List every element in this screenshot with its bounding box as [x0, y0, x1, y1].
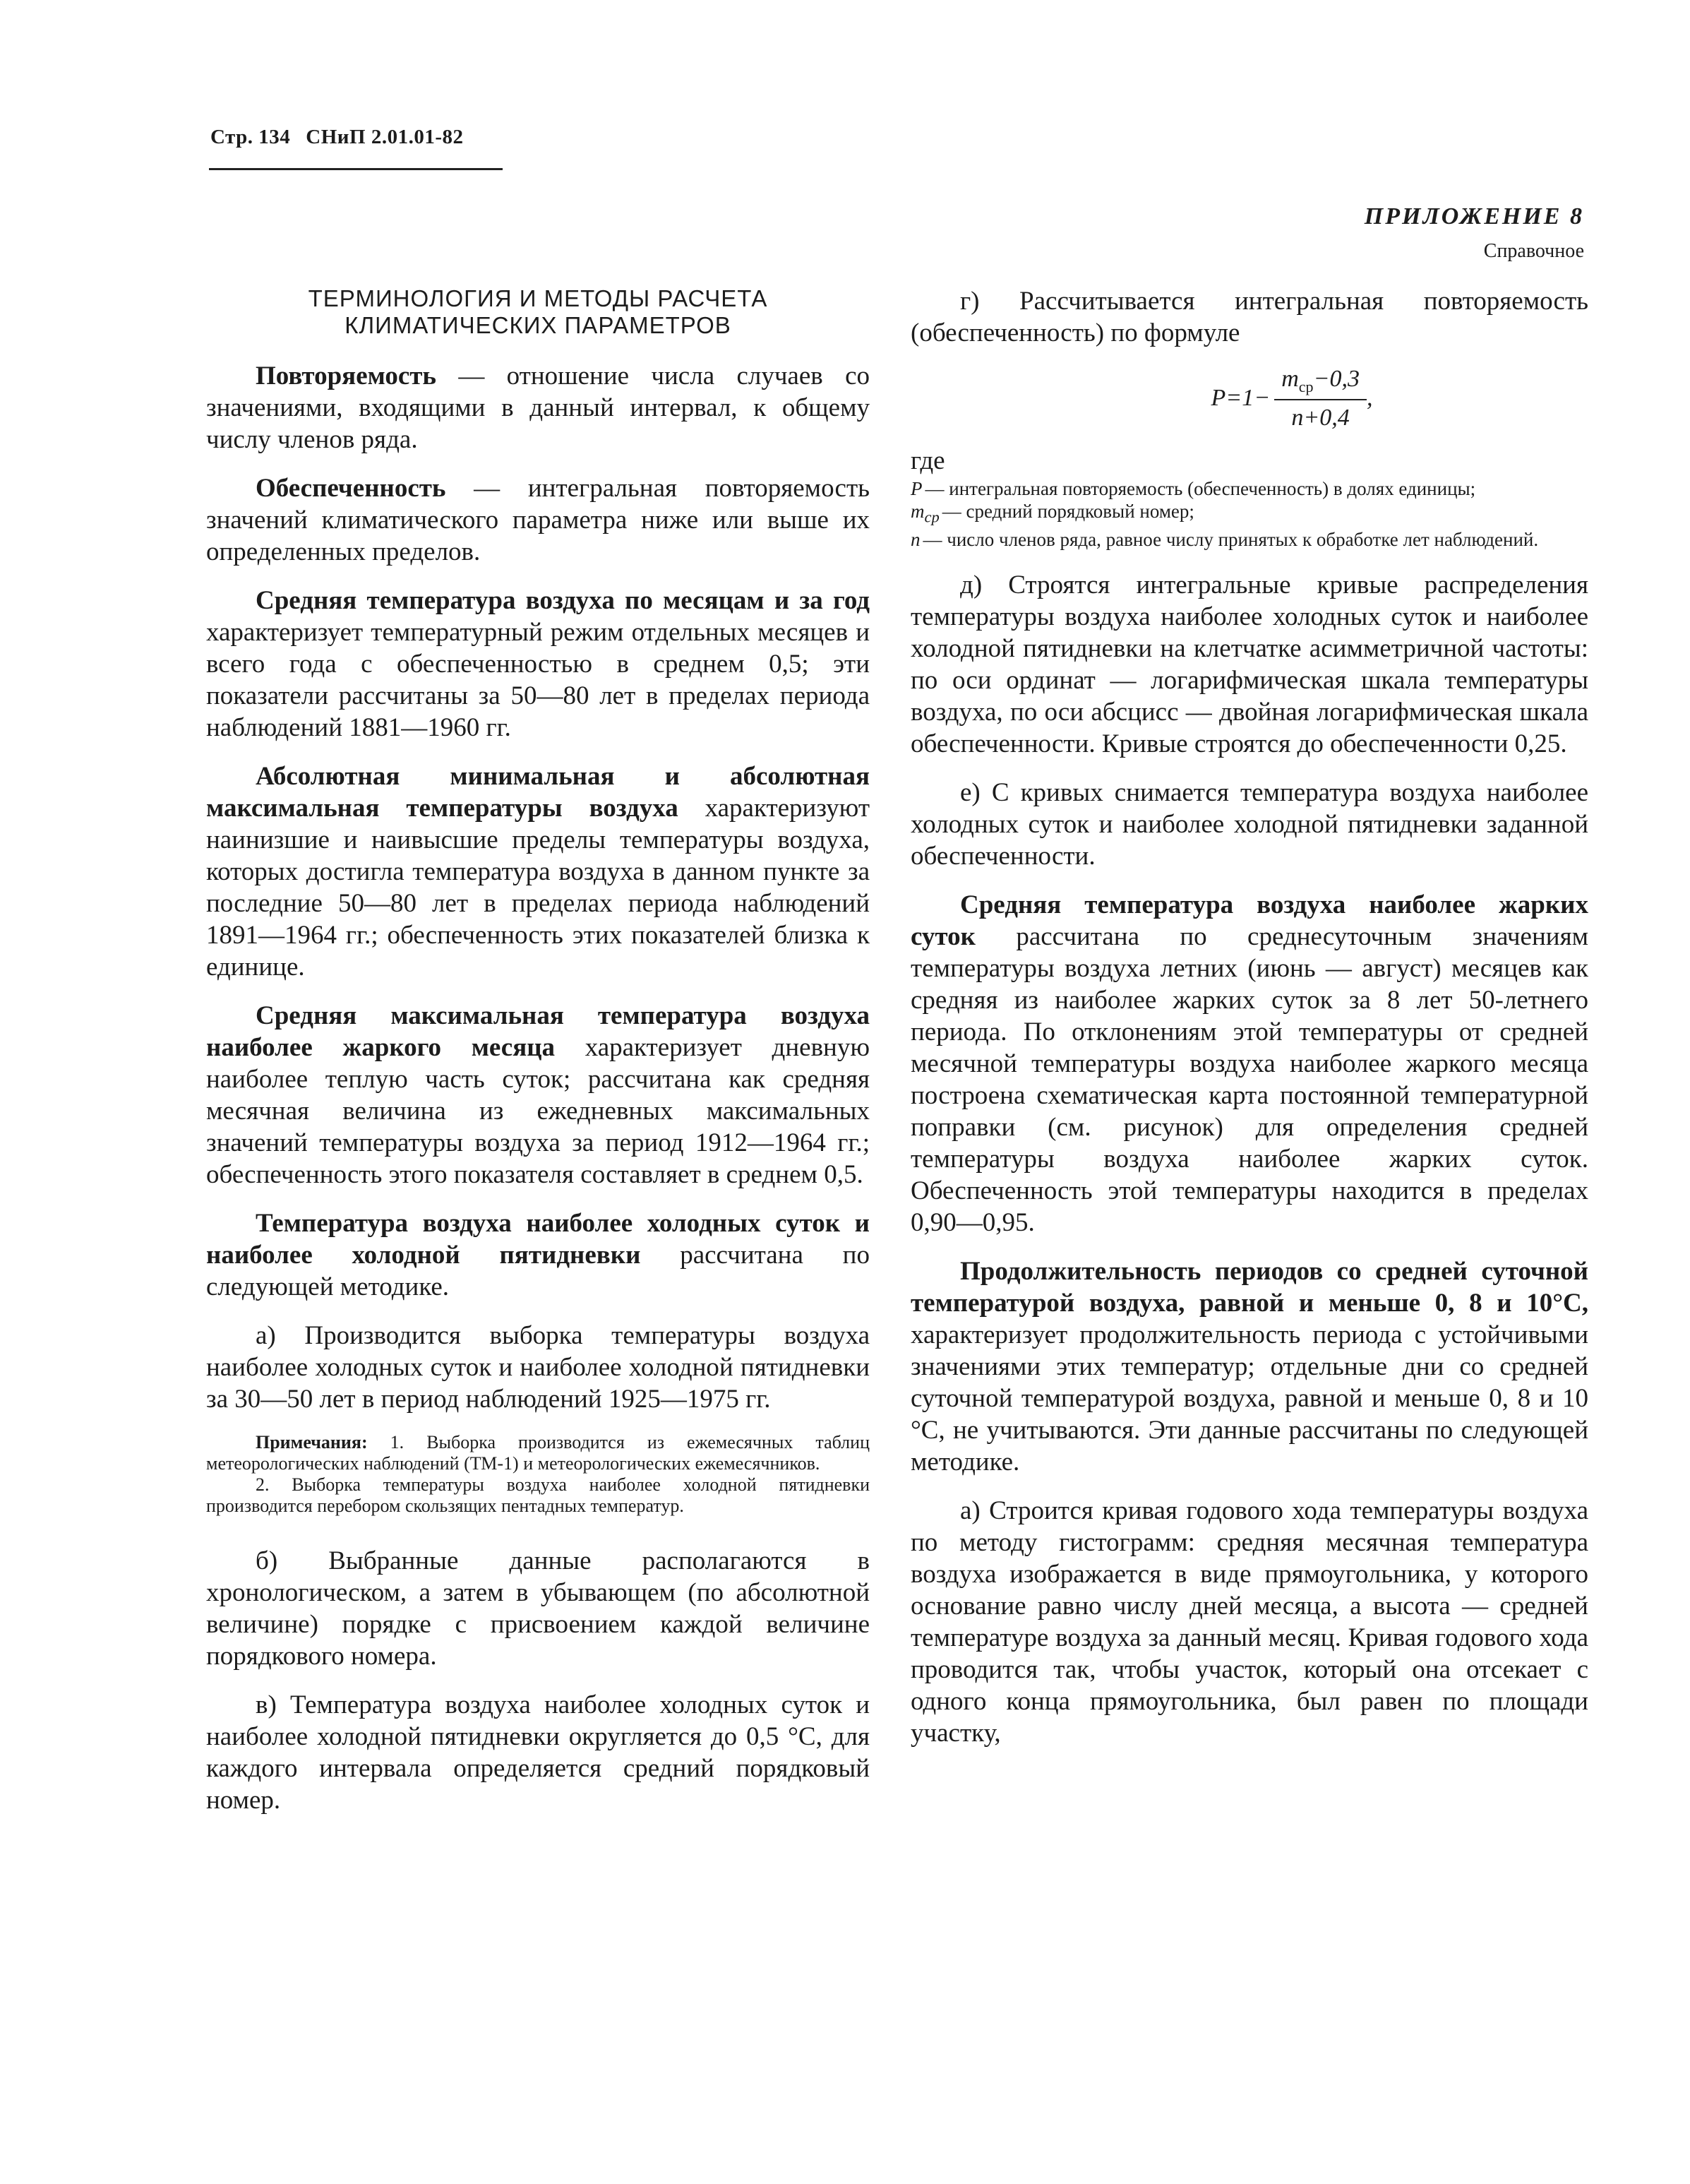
appendix-reference-type: Справочное: [1483, 240, 1584, 262]
legend-symbol: P: [911, 477, 923, 499]
section-title: [206, 285, 870, 339]
paragraph-mean-temperature: [206, 585, 870, 744]
definition-probability: — интегральная повторяемость значений климатического параметра ниже или выше их определенных пределов.: [206, 474, 870, 566]
formula-lhs: P=1−: [1211, 385, 1271, 412]
header-rule: [209, 168, 503, 170]
formula-m: m: [1281, 366, 1299, 392]
formula-numerator: [1274, 366, 1367, 400]
paragraph-probability: [206, 472, 870, 568]
appendix-label: ПРИЛОЖЕНИЕ 8: [1364, 203, 1584, 229]
paragraph-coldest-days: [206, 1207, 870, 1303]
notes-block: [206, 1432, 870, 1517]
paragraph-step-e: е) С кривых снимается температура воздуха наиболее холодных суток и наиболее холодной пятидневки заданной обеспеченности.: [911, 778, 1588, 871]
definition-absolute-temperature: характеризуют наинизшие и наивысшие пределы температуры воздуха, которых достигла температура воздуха в данном пункте за последние 50—80 лет в пределах периода наблюдений 1891—1964 гг.; обеспеченность этих показателей близка к единице.: [206, 794, 870, 981]
legend-symbol: [911, 500, 940, 528]
formula-denominator: n+0,4: [1291, 404, 1350, 431]
definition-coldest-days: рассчитана по следующей методике.: [206, 1241, 870, 1301]
term-coldest-days: Температура воздуха наиболее холодных суток и наиболее холодной пятидневки: [206, 1209, 870, 1270]
paragraph-hottest-days: [911, 889, 1588, 1239]
formula-fraction: [1274, 366, 1367, 431]
term-period-duration: Продолжительность периодов со средней суточной температурой воздуха, равной и меньше 0, 8 и 10°С,: [911, 1257, 1588, 1318]
paragraph-step-a: а) Производится выборка температуры воздуха наиболее холодных суток и наиболее холодной пятидневки за 30—50 лет в период наблюдений 1925—1975 гг.: [206, 1321, 870, 1414]
probability-formula: [995, 366, 1588, 431]
definition-hottest-days: рассчитана по среднесуточным значениям температуры воздуха летних (июнь — август) месяцев как средняя из наиболее жарких суток за 8 лет 50-летнего периода. По отклонениям этой температуры от средней месячной температуры воздуха наиболее жаркого месяца построена схематическая карта постоянной температурной поправки (см. рисунок) для определения средней температуры воздуха наиболее жарких суток. Обеспеченность этой температуры находится в пределах 0,90—0,95.: [911, 922, 1588, 1238]
section-title-line-1: ТЕРМИНОЛОГИЯ И МЕТОДЫ РАСЧЕТА: [308, 285, 768, 311]
term-recurrence: Повторяемость: [256, 362, 437, 390]
legend-description: — число членов ряда, равное числу принятых к обработке лет наблюдений.: [923, 529, 1539, 551]
note-2: 2. Выборка температуры воздуха наиболее холодной пятидневки производится перебором скользящих пентадных температур.: [206, 1474, 870, 1516]
left-column: [206, 285, 870, 1833]
legend-description: — средний порядковый номер;: [942, 500, 1194, 522]
definition-mean-max-temperature: характеризует дневную наиболее теплую часть суток; рассчитана как средняя месячная величина из ежедневных максимальных значений температуры воздуха за период 1912—1964 гг.; обеспеченность этого показателя составляет в среднем 0,5.: [206, 1033, 870, 1189]
right-column: [911, 285, 1588, 1766]
appendix-block: [1365, 203, 1584, 263]
legend-row: [911, 528, 1588, 551]
term-absolute-temperature: Абсолютная минимальная и абсолютная максимальная температуры воздуха: [206, 762, 870, 823]
definition-recurrence: — отношение числа случаев со значениями, входящими в данный интервал, к общему числу членов ряда.: [206, 362, 870, 454]
note-1: [206, 1432, 870, 1474]
notes-label: Примечания:: [256, 1432, 368, 1452]
formula-legend: [911, 477, 1588, 551]
paragraph-step-d: д) Строятся интегральные кривые распределения температуры воздуха наиболее холодных суток и наиболее холодной пятидневки на клетчатке асимметричной частоты: по оси ординат — логарифмическая шкала температуры воздуха, по оси абсцисс — двойная логарифмическая шкала обеспеченности. Кривые строятся до обеспеченности 0,25.: [911, 571, 1588, 759]
page-header: [210, 126, 463, 149]
formula-numerator-rest: −0,3: [1313, 366, 1360, 392]
page-number: Стр. 134: [210, 126, 291, 148]
formula-tail: ,: [1366, 385, 1373, 412]
definition-mean-temperature: характеризует температурный режим отдельных месяцев и всего года с обеспеченностью в среднем 0,5; эти показатели рассчитаны за 50—80 лет в пределах периода наблюдений 1881—1960 гг.: [206, 618, 870, 742]
term-probability: Обеспеченность: [256, 474, 446, 503]
term-mean-max-temperature: Средняя максимальная температура воздуха наиболее жаркого месяца: [206, 1001, 870, 1062]
legend-row: [911, 500, 1588, 528]
paragraph-step-b: б) Выбранные данные располагаются в хронологическом, а затем в убывающем (по абсолютной величине) порядке с присвоением каждой величине порядкового номера.: [206, 1546, 870, 1671]
section-title-line-2: КЛИМАТИЧЕСКИХ ПАРАМЕТРОВ: [344, 312, 731, 338]
paragraph-mean-max-temperature: [206, 1000, 870, 1191]
legend-description: — интегральная повторяемость (обеспеченность) в долях единицы;: [925, 477, 1476, 499]
legend-symbol-subscript: ср: [924, 508, 940, 526]
legend-symbol-main: m: [911, 500, 925, 522]
term-hottest-days: Средняя температура воздуха наиболее жарких суток: [911, 890, 1588, 952]
term-mean-temperature: Средняя температура воздуха по месяцам и за год: [256, 586, 870, 615]
document-code: СНиП 2.01.01-82: [306, 126, 464, 148]
formula-m-subscript: ср: [1298, 377, 1314, 395]
legend-symbol: n: [911, 529, 921, 551]
paragraph-step-c: в) Температура воздуха наиболее холодных суток и наиболее холодной пятидневки округляется до 0,5 °С, для каждого интервала определяется средний порядковый номер.: [206, 1690, 870, 1815]
paragraph-histogram-step: а) Строится кривая годового хода температуры воздуха по методу гистограмм: средняя месячная температура воздуха изображается в виде прямоугольника, у которого основание равно числу дней месяца, а высота — средней температуре воздуха за данный месяц. Кривая годового хода проводится так, чтобы участок, который она отсекает с одного конца прямоугольника, был равен по площади участку,: [911, 1496, 1588, 1748]
paragraph-step-d-formula: г) Рассчитывается интегральная повторяемость (обеспеченность) по формуле: [911, 287, 1588, 347]
legend-row: [911, 477, 1588, 500]
paragraph-absolute-temperature: [206, 760, 870, 983]
paragraph-period-duration: [911, 1255, 1588, 1478]
definition-period-duration: характеризует продолжительность периода с устойчивыми значениями этих температур; отдельные дни со средней суточной температурой воздуха, равной и меньше 0, 8 и 10 °С, не учитываются. Эти данные рассчитаны по следующей методике.: [911, 1320, 1588, 1477]
note-1-text: 1. Выборка производится из ежемесячных таблиц метеорологических наблюдений (ТМ-1) и метеорологических ежемесячников.: [206, 1432, 870, 1474]
paragraph-recurrence: [206, 360, 870, 455]
where-label: где: [911, 446, 945, 475]
